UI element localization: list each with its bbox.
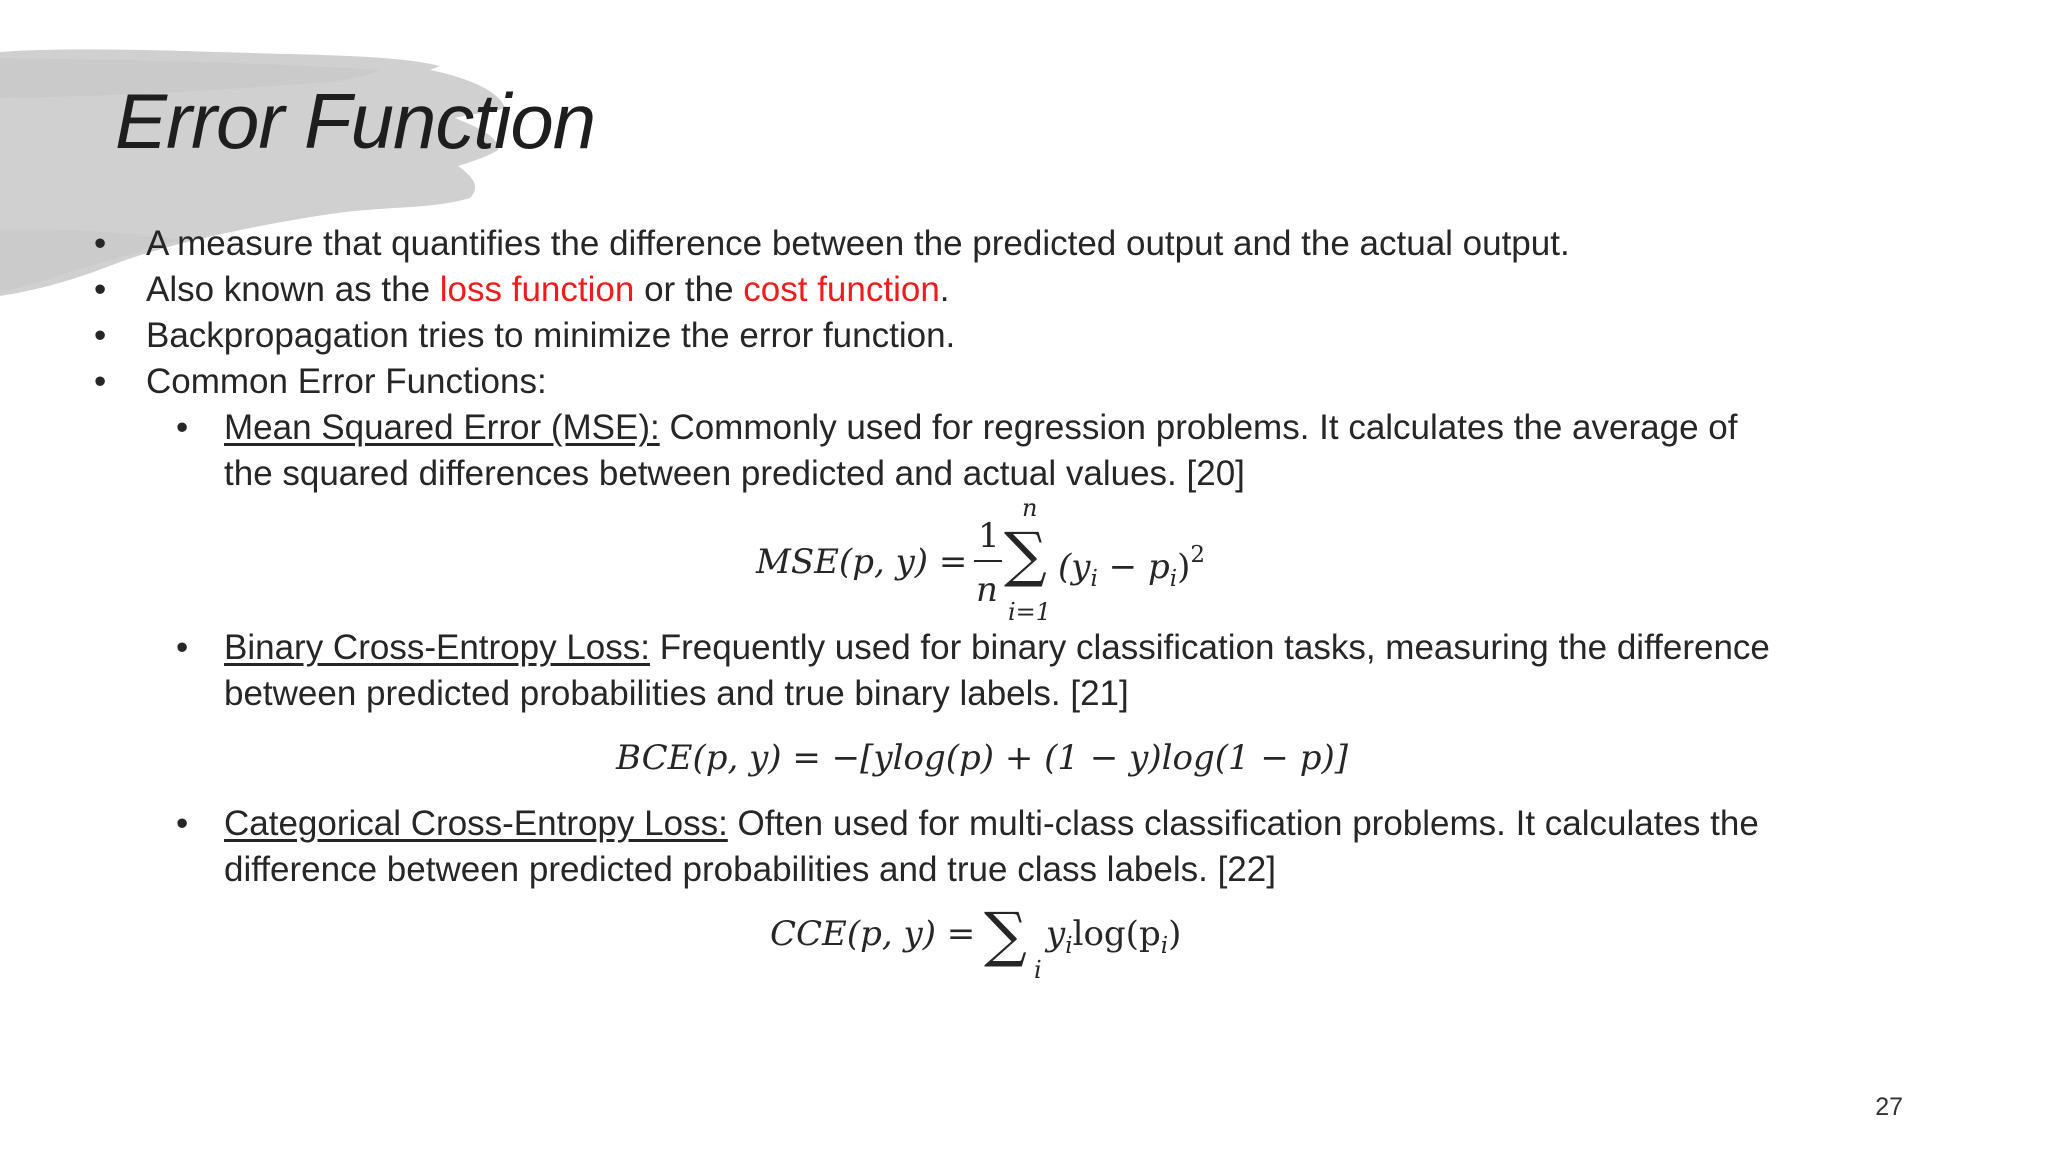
sigma-icon: ∑ bbox=[984, 900, 1027, 970]
mse-exponent: 2 bbox=[1190, 542, 1205, 568]
bce-description-line1 bbox=[224, 628, 1770, 668]
mse-body-open: (y bbox=[1058, 547, 1091, 587]
cce-log: log(p bbox=[1072, 914, 1161, 954]
bce-term: Binary Cross-Entropy Loss: bbox=[224, 628, 650, 667]
cce-subscript-i: i bbox=[1065, 933, 1073, 959]
alias-suffix: . bbox=[939, 270, 950, 309]
bullet-dot: • bbox=[94, 270, 107, 309]
bce-description-line2: between predicted probabilities and true binary labels. [21] bbox=[224, 674, 1129, 713]
alias-prefix: Also known as the bbox=[146, 270, 440, 309]
cce-sum-lower: i bbox=[1034, 956, 1042, 984]
bullet-dot: • bbox=[94, 362, 107, 401]
mse-fraction-bar bbox=[974, 560, 1002, 562]
sub-bullet-dot: • bbox=[176, 628, 189, 667]
mse-rest: Commonly used for regression problems. It calculates the average of bbox=[659, 408, 1738, 447]
mse-description-line2: the squared differences between predicted and actual values. [20] bbox=[224, 454, 1245, 493]
mse-fraction-numerator: 1 bbox=[978, 516, 1000, 556]
loss-function-term: loss function bbox=[439, 270, 635, 309]
cost-function-term: cost function bbox=[743, 270, 940, 309]
mse-sum-lower: i=1 bbox=[1008, 598, 1052, 626]
bullet-definition: A measure that quantifies the difference between the predicted output and the actual output. bbox=[146, 224, 1570, 263]
bullet-backpropagation: Backpropagation tries to minimize the error function. bbox=[146, 316, 956, 355]
bullet-dot: • bbox=[94, 224, 107, 263]
page-number: 27 bbox=[1875, 1093, 1903, 1121]
cce-y: y bbox=[1046, 914, 1066, 954]
bullet-common-functions: Common Error Functions: bbox=[146, 362, 547, 401]
cce-formula-lhs: CCE(p, y) = bbox=[770, 914, 976, 954]
mse-term: Mean Squared Error (MSE): bbox=[224, 408, 660, 447]
cce-description-line2: difference between predicted probabilities and true class labels. [22] bbox=[224, 850, 1276, 889]
cce-term: Categorical Cross-Entropy Loss: bbox=[224, 804, 728, 843]
cce-description-line1 bbox=[224, 804, 1759, 844]
sigma-icon: ∑ bbox=[1004, 520, 1047, 590]
cce-formula-body bbox=[1046, 914, 1181, 959]
mse-fraction-denominator: n bbox=[976, 570, 998, 610]
mse-formula-lhs: MSE(p, y) = bbox=[756, 542, 968, 582]
page-title: Error Function bbox=[115, 77, 596, 165]
mse-subscript-i: i bbox=[1090, 566, 1098, 592]
mse-sum-upper: n bbox=[1022, 494, 1038, 522]
sub-bullet-dot: • bbox=[176, 408, 189, 447]
mse-minus-p: − p bbox=[1097, 547, 1170, 587]
mse-formula-body bbox=[1058, 542, 1205, 592]
mse-subscript-i: i bbox=[1169, 566, 1178, 592]
bullet-aliases bbox=[146, 270, 950, 310]
cce-close-paren: ) bbox=[1168, 914, 1182, 954]
mse-description-line1 bbox=[224, 408, 1737, 448]
bce-rest: Frequently used for binary classification tasks, measuring the difference bbox=[649, 628, 1770, 667]
mse-close-paren: ) bbox=[1177, 547, 1191, 587]
alias-middle: or the bbox=[634, 270, 744, 309]
bullet-dot: • bbox=[94, 316, 107, 355]
cce-rest: Often used for multi-class classification problems. It calculates the bbox=[727, 804, 1759, 843]
bce-formula: BCE(p, y) = −[ylog(p) + (1 − y)log(1 − p)] bbox=[616, 738, 1349, 778]
sub-bullet-dot: • bbox=[176, 804, 189, 843]
cce-subscript-i: i bbox=[1160, 933, 1169, 959]
